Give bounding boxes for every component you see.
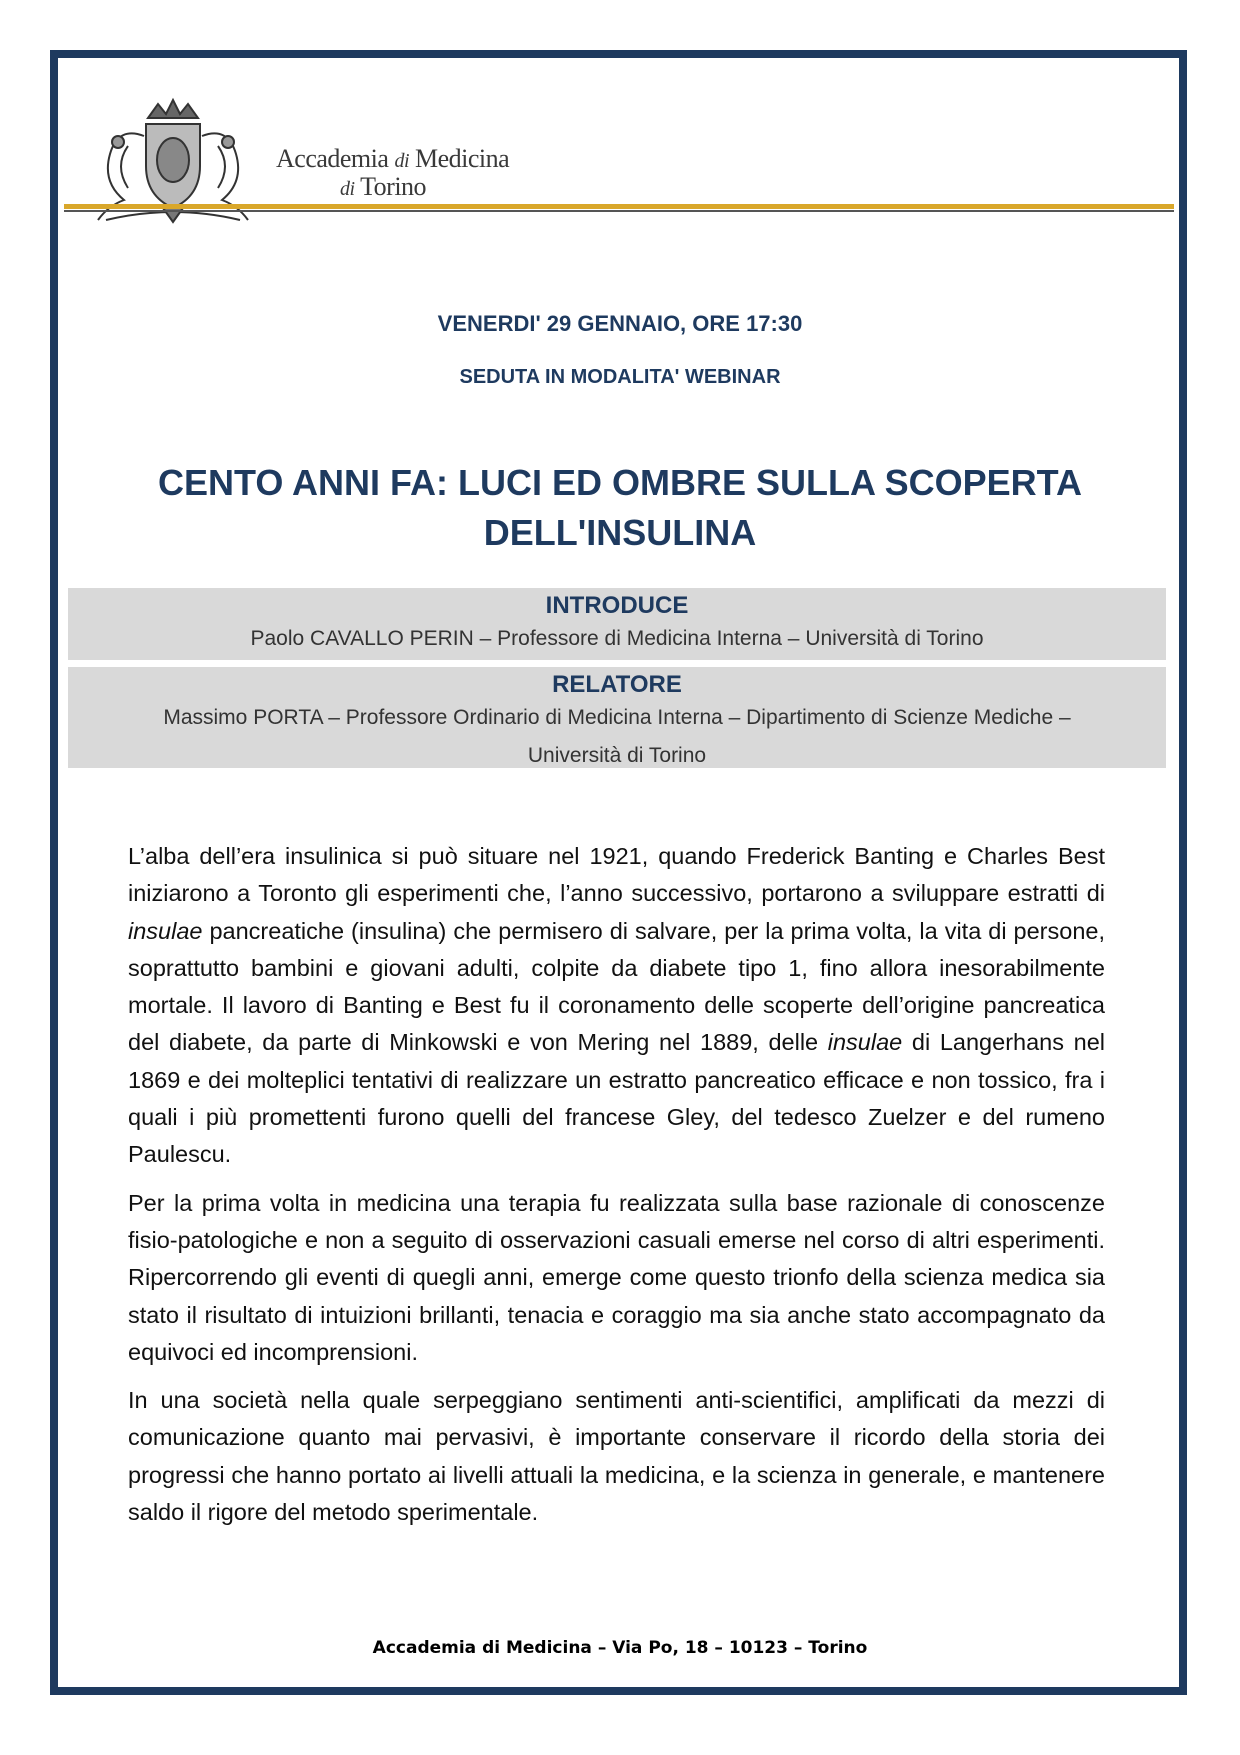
brand-word-di-2: di [340,178,355,200]
introduce-band [68,588,1166,660]
p1-text-b: pancreatiche (insulina) che permisero di salvare, per la prima volta, la vita di persone, soprattutto bambini e giovani adulti, colpite da diabete tipo 1, fino allora inesorabilmente mortale. Il lavoro di Banting e Best fu il coronamento delle scoperte dell’origine pancreatica del diabete, da parte di Minkowski e von Mering nel 1889, delle [128,917,1105,1056]
brand-word-accademia: Accademia [276,144,395,173]
brand-word-di: di [394,150,409,172]
event-title-line-1: CENTO ANNI FA: LUCI ED OMBRE SULLA SCOPERTA [157,462,1082,503]
p1-italic-2: insulae [827,1029,903,1056]
relatore-person-line-2: Università di Torino [527,744,707,767]
p1-text-c: di Langerhans nel 1869 e dei molteplici tentativi di realizzare un estratto pancreatico efficace e non tossico, fra i quali i più promettenti furono quelli del francese Gley, del tedesco Zuelzer e del rumeno Paulescu. [128,1029,1105,1168]
p1-text-a: L’alba dell’era insulinica si può situare nel 1921, quando Frederick Banting e Charles Best iniziarono a Toronto gli esperimenti che, l’anno successivo, portarono a sviluppare estratti di [128,843,1105,907]
event-title-line-2: DELL'INSULINA [483,512,757,553]
speakers-section [68,588,1166,768]
header-gold-rule [64,204,1174,209]
abstract-paragraph-1 [128,838,1105,1174]
event-title [100,458,1140,558]
event-date: VENERDI' 29 GENNAIO, ORE 17:30 [437,311,803,336]
introduce-label: INTRODUCE [545,592,689,619]
introduce-person: Paolo CAVALLO PERIN – Professore di Medicina Interna – Università di Torino [250,627,984,650]
academy-brand [276,146,509,200]
event-mode: SEDUTA IN MODALITA' WEBINAR [459,366,781,388]
brand-line-2 [340,174,509,200]
p1-italic-1: insulae [128,917,203,944]
brand-line-1 [276,146,509,172]
header-dark-rule [64,210,1174,212]
relatore-label: RELATORE [552,671,682,698]
relatore-band [68,667,1166,768]
relatore-person-line-1: Massimo PORTA – Professore Ordinario di Medicina Interna – Dipartimento di Scienze Mediche – [163,706,1071,729]
abstract-paragraph-3: In una società nella quale serpeggiano sentimenti anti-scientifici, amplificati da mezzi di comunicazione quanto mai pervasivi, è importante conservare il ricordo della storia dei progressi che hanno portato ai livelli attuali la medicina, e la scienza in generale, e mantenere saldo il rigore del metodo sperimentale. [128,1387,1105,1526]
brand-word-torino: Torino [354,172,427,201]
brand-word-medicina: Medicina [409,144,510,173]
abstract-paragraph-2: Per la prima volta in medicina una terapia fu realizzata sulla base razionale di conoscenze fisio-patologiche e non a seguito di osservazioni casuali emerse nel corso di altri esperimenti. Ripercorrendo gli eventi di quegli anni, emerge come questo trionfo della scienza medica sia stato il risultato di intuizioni brillanti, tenacia e coraggio ma sia anche stato accompagnato da equivoci ed incomprensioni. [128,1189,1105,1365]
abstract-body [128,838,1105,1542]
footer-address: Accademia di Medicina – Via Po, 18 – 10123 – Torino [372,1638,868,1658]
